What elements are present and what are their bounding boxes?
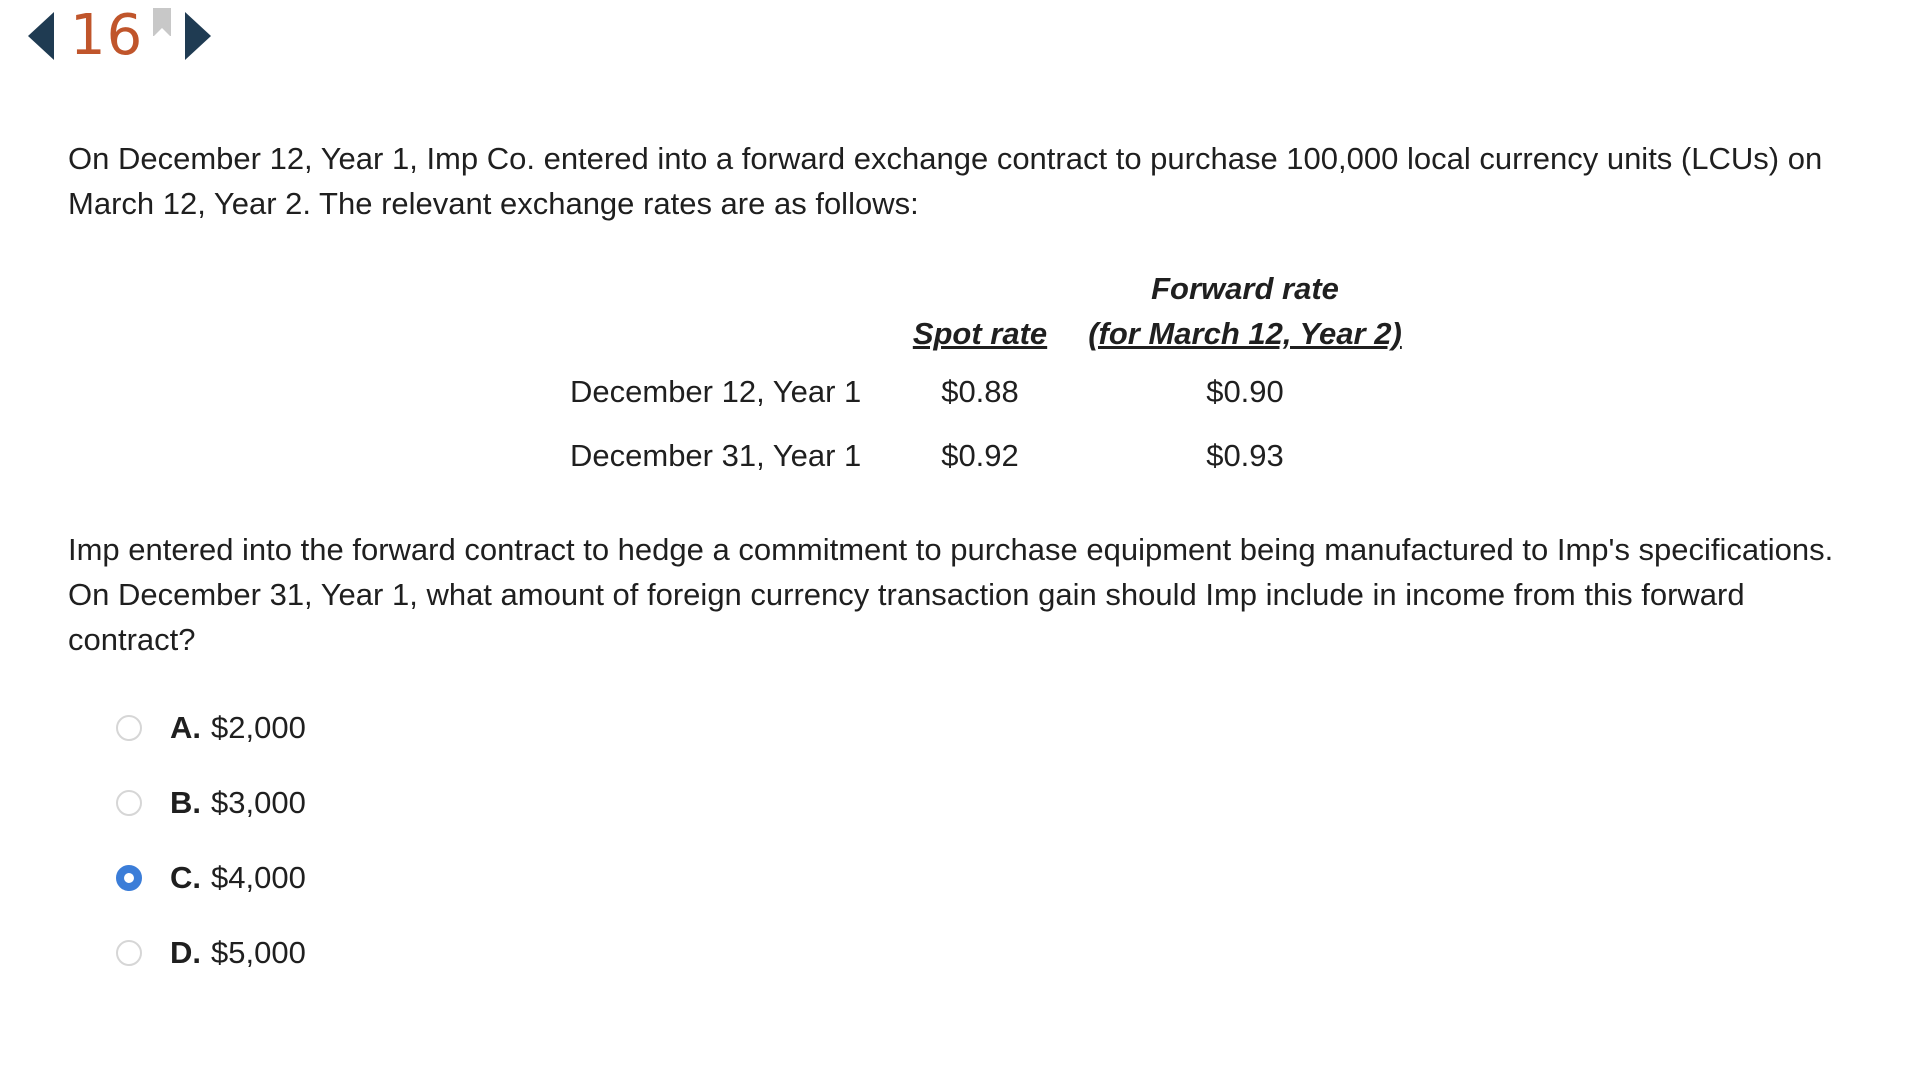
choice-letter: B. — [170, 784, 201, 820]
row-forward-rate: $0.90 — [1206, 374, 1284, 409]
choice-text: $5,000 — [211, 934, 306, 970]
choice-text: $2,000 — [211, 709, 306, 745]
choice-letter: D. — [170, 934, 201, 970]
forward-date-header: (for March 12, Year 2) — [1088, 316, 1402, 351]
choice-letter: C. — [170, 859, 201, 895]
row-date: December 12, Year 1 — [570, 374, 862, 409]
choice-letter: A. — [170, 709, 201, 745]
question-number: 16 — [70, 3, 144, 68]
spot-rate-header: Spot rate — [912, 316, 1048, 351]
radio-button[interactable] — [116, 940, 142, 966]
row-date: December 31, Year 1 — [570, 438, 862, 473]
question-prompt: Imp entered into the forward contract to hedge a commitment to purchase equipment being manufactured to Imp's specifications. On December 31, Year 1, what amount of foreign currency transaction gain should Imp include in income from this forward contract? — [68, 532, 1834, 657]
caret-left-icon[interactable] — [28, 12, 54, 60]
radio-button[interactable] — [116, 715, 142, 741]
choice-text: $4,000 — [211, 859, 306, 895]
question-navigation — [28, 3, 211, 68]
bookmark-icon[interactable] — [153, 8, 171, 36]
row-spot-rate: $0.92 — [941, 438, 1019, 473]
forward-rate-header: Forward rate — [1151, 271, 1339, 306]
radio-button[interactable] — [116, 790, 142, 816]
choice-a[interactable] — [116, 690, 306, 765]
radio-button-selected[interactable] — [116, 865, 142, 891]
exchange-rate-table — [548, 262, 1430, 488]
table-row — [548, 352, 1430, 424]
choice-c[interactable] — [116, 840, 306, 915]
choice-b[interactable] — [116, 765, 306, 840]
choice-d[interactable] — [116, 915, 306, 990]
answer-choices — [116, 690, 306, 990]
choice-text: $3,000 — [211, 784, 306, 820]
row-spot-rate: $0.88 — [941, 374, 1019, 409]
question-intro: On December 12, Year 1, Imp Co. entered into a forward exchange contract to purchase 100,000 local currency units (LCUs) on March 12, Year 2. The relevant exchange rates are as follows: — [68, 141, 1823, 221]
caret-right-icon[interactable] — [185, 12, 211, 60]
row-forward-rate: $0.93 — [1206, 438, 1284, 473]
table-row — [548, 424, 1430, 488]
